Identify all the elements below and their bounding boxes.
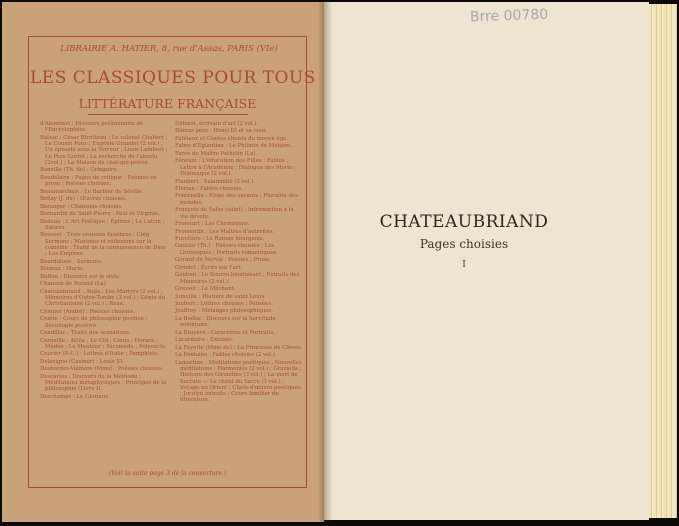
page-edges bbox=[649, 4, 677, 518]
catalogue-entry: Balzac : César Birotteau ; Le colonel Chabert ; Le Cousin Pons ; Eugénie Grandet (2 vol.) ; Un épisode sous la Terreur ; Louis Lambert ; Le Père Goriot ; La recherche de l'absolu (2vol.) ; La Maison du chat-qui-pelote. bbox=[40, 134, 168, 166]
catalogue-entry: Fontenelle : Éloge des savants ; Pluralité des mondes. bbox=[175, 193, 298, 206]
catalogue-entry: Lacordaire : Extraits. bbox=[175, 337, 234, 344]
catalogue-entry: Joubert : Lettres choisies ; Pensées. bbox=[175, 300, 273, 307]
catalogue-entry: Dumas père : Henri III et sa cour. bbox=[175, 128, 267, 135]
catalogue-entry: La Fontaine : Fables choisies (2 vol.). bbox=[175, 352, 277, 359]
catalogue-entry: La Fayette (Mme de) : La Princesse de Clèves. bbox=[175, 344, 302, 351]
catalogue-entry: Gautier (Th.) : Poésies choisies ; Les Grotesques ; Portraits romantiques. bbox=[175, 243, 279, 256]
catalogue-entry: Desbordes-Valmore (Mme) : Poésies choisies. bbox=[40, 366, 164, 373]
catalogue-entry: Flaubert : Salammbô (2 vol.). bbox=[175, 178, 256, 185]
catalogue-entry: La Boétie : Discours sur la Servitude volontaire. bbox=[175, 315, 276, 329]
catalogue-entry: Chanson de Roland (La). bbox=[40, 281, 108, 288]
catalogue-entry: Fabliaux et Contes choisis du moyen âge. bbox=[175, 135, 289, 142]
book-author: CHATEAUBRIAND bbox=[379, 212, 549, 232]
catalogue-entry: Delavigne (Casimir) : Louis XI. bbox=[40, 358, 124, 365]
title-rule bbox=[88, 114, 248, 115]
catalogue-entry: Deschamps : Le Glorieux. bbox=[40, 393, 111, 400]
catalogue-entry: Fabre d'Églantine : Le Philinte de Molière. bbox=[175, 143, 292, 150]
catalogue-entry: Béranger : Chansons choisies. bbox=[40, 203, 123, 210]
shelfmark-stamp: Brre 00780 bbox=[469, 6, 549, 26]
catalogue-entry: Bourdaloue : Sermons. bbox=[40, 258, 103, 265]
catalogue-entry: Bellay (J. du) : Œuvres choisies. bbox=[40, 196, 127, 203]
catalogue-entry: Jouffroy : Mélanges philosophiques. bbox=[175, 308, 273, 315]
catalogue-entry: La Bruyère : Caractères et Portraits. bbox=[175, 329, 276, 336]
catalogue-entry: Corneille : Attila ; Le Cid ; Cinna ; Horace ; Médée ; Le Menteur ; Nicomède ; Polyeucte. bbox=[40, 337, 168, 350]
catalogue-entry: Gérard de Nerval : Poésies ; Prose. bbox=[175, 257, 271, 264]
catalogue-entry: Furetière : Le Roman bourgeois. bbox=[175, 236, 265, 242]
catalogue-entry: Baudelaire : Pages de critique ; Poèmes en prose ; Poésies choisies. bbox=[40, 174, 157, 188]
section-title: LITTÉRATURE FRANÇAISE bbox=[78, 96, 257, 111]
catalogue-entry: Joinville : Histoire de saint Louis. bbox=[175, 293, 266, 300]
catalogue-entry: Farce de Maître Pathelin (La). bbox=[175, 150, 258, 157]
publisher-line: LIBRAIRIE A. HATIER, 8, rue d'Assas, PARIS (VIe) bbox=[60, 44, 278, 54]
catalogue-entry: Descartes : Discours de la Méthode ; Méditations métaphysiques ; Principes de la philosophie (Livre I). bbox=[40, 373, 167, 393]
catalogue-column-right bbox=[175, 121, 303, 405]
catalogue-entry: Chénier (André) : Poésies choisies. bbox=[40, 308, 136, 315]
catalogue-entry: Diderot, écrivain d'art (2 vol.). bbox=[175, 121, 259, 127]
catalogue-entry: Courier (P.-L.) : Lettres d'Italie ; Pamphlets. bbox=[40, 351, 160, 358]
catalogue-entry: Bossuet : Trois oraisons funèbres ; Cinq Sermons ; Maximes et réflexions sur la comédie ; Traité de la connaissance de Dieu ; Les Empires. bbox=[40, 232, 166, 258]
catalogue-entry: Boileau : L'Art Poétique ; Épîtres ; Le Lutrin ; Satires. bbox=[40, 218, 165, 231]
catalogue-entry: Bernardin de Saint-Pierre : Paul et Virginie. bbox=[40, 211, 160, 218]
catalogue-entry: Fromentin : Les Maîtres d'autrefois. bbox=[175, 228, 275, 235]
continuation-note: (Voir la suite page 3 de la couverture.) bbox=[108, 470, 227, 477]
catalogue-entry: Banville (Th. de) : Gringoire. bbox=[40, 167, 119, 174]
catalogue-entry: Comte : Cours de philosophie positive ; Sociologie positive. bbox=[40, 316, 148, 329]
catalogue-entry: Lamartine : Méditations poétiques ; Nouvelles méditations ; Harmonies (2 vol.) ; Graziella ; Histoire des Girondins (3 vol.) ; La mort de Socrate — Le chant du Sacre (1 vol.) ; Voyage en Orient ; Chefs-d'œuvre poétiques ; Jocelyn extraits ; Cours familier de littérature. bbox=[175, 359, 302, 404]
catalogue-entry: Chateaubriand : Atala ; Les Martyrs (2 vol.) ; Mémoires d'Outre-Tombe (3 vol.) ; Génie du Christianisme (2 vol.) ; René. bbox=[40, 288, 166, 308]
catalogue-entry: Florian : Fables choisies. bbox=[175, 185, 243, 192]
catalogue-entry: Brizeux : Marie. bbox=[40, 266, 84, 273]
catalogue-column-left bbox=[40, 121, 168, 401]
catalogue-entry: d'Alembert : Discours préliminaire de l'Encyclopédie. bbox=[40, 121, 144, 134]
catalogue-entry: Gresset : Le Méchant. bbox=[175, 286, 236, 293]
catalogue-entry: Buffon : Discours sur le style. bbox=[40, 273, 121, 280]
catalogue-entry: Condillac : Traité des sensations. bbox=[40, 330, 131, 337]
series-title: LES CLASSIQUES POUR TOUS bbox=[30, 68, 316, 88]
catalogue-entry: Girodet : Écrits sur l'art. bbox=[175, 264, 243, 271]
catalogue-entry: François de Sales (saint) : Introduction à la vie dévote. bbox=[175, 207, 294, 220]
volume-number: I bbox=[462, 260, 466, 270]
book-subtitle: Pages choisies bbox=[419, 237, 509, 251]
catalogue-entry: Fénelon : L'éducation des Filles ; Fables ; Lettre à l'Académie ; Dialogue des Morts ; Télémaque (2 vol.). bbox=[175, 158, 296, 178]
catalogue-entry: Goldoni : Le Bourru bienfaisant ; Extraits des Mémoires (2 vol.). bbox=[175, 272, 300, 285]
catalogue-entry: Froissart : Les Chroniques. bbox=[175, 221, 250, 228]
catalogue-entry: Beaumarchais : Le Barbier de Séville. bbox=[40, 188, 144, 195]
